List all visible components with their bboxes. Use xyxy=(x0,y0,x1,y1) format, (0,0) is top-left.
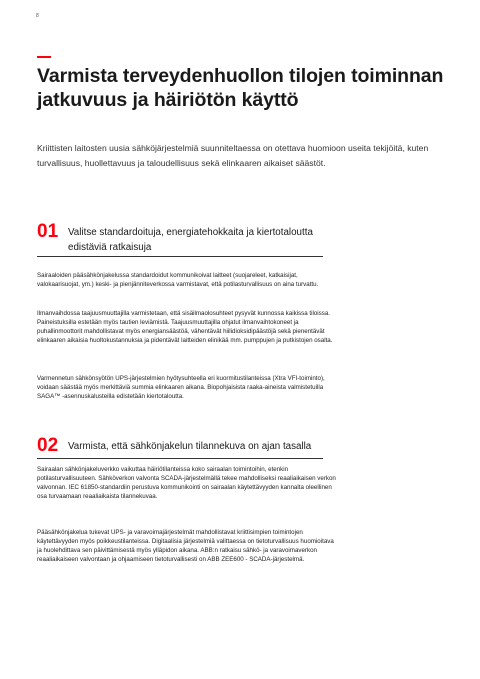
section-divider xyxy=(37,256,323,257)
intro-paragraph: Kriittisten laitosten uusia sähköjärjestelmiä suunniteltaessa on otettava huomioon useita tekijöitä, kuten turvallisuus, huollettavuus ja taloudellisuus sekä elinkaaren aikaiset säästöt. xyxy=(37,143,429,168)
section-heading: Valitse standardoituja, energiatehokkaita ja kiertotaloutta edistäviä ratkaisuja xyxy=(68,227,313,253)
section-divider xyxy=(37,458,323,459)
section-number: 01 xyxy=(37,221,59,242)
accent-bar xyxy=(37,56,51,58)
section-02-paragraph-2: Pääsähkönjakelua tukevat UPS- ja varavoimajärjestelmät mahdollistavat kriittisimpien toimintojen käytettävyyden myös poikkeustilanteissa. Digitaalisia järjestelmiä valittaessa on tietoturvallisuus huomioitava ja huolehdittava sen päivittämisestä myös ylläpidon aikana. ABB:n ratkaisu sähkö- ja varavoimaverkon reaaliaikaiseen valvontaan ja ohjaamiseen tietoturvallisesti on ABB ZEE600 - SCADA-järjestelmä. xyxy=(37,529,334,563)
section-01-paragraph-1: Sairaaloiden pääsähkönjakelussa standardoidut kommunikoivat laitteet (suojareleet, katkaisijat, valokaarisuojat, ym.) keski- ja pienjänniteverkossa varmistavat, että potilasturvallisuus on aina turvattu. xyxy=(37,272,319,288)
page-number: 8 xyxy=(36,13,39,19)
section-heading: Varmista, että sähkönjakelun tilannekuva on ajan tasalla xyxy=(68,441,312,452)
page-title: Varmista terveydenhuollon tilojen toiminnan jatkuvuus ja häiriötön käyttö xyxy=(37,65,444,111)
section-number: 02 xyxy=(37,435,59,456)
section-02-header xyxy=(37,436,327,460)
section-01-header xyxy=(37,222,327,262)
section-01-paragraph-3: Varmennetun sähkönsyötön UPS-järjestelmien hyötysuhteella eri kuormitustilanteissa (Xtra VFI-toiminto), voidaan säästää myös merkittäviä summia elinkaaren aikana. Biopohjaisista raaka-aineista valmistetuilla SAGA™ -asennuskalusteilla edistetään kiertotaloutta. xyxy=(37,375,325,400)
section-02-paragraph-1: Sairaalan sähkönjakeluverkko vaikuttaa häiriötilanteissa koko sairaalan toimintoihin, etenkin potilasturvallisuuteen. Sähköverkon valvonta SCADA-järjestelmällä tekee mahdolliseksi reaaliaikaisen verkon valvonnan. IEC 61850-standardiin perustuva kommunikointi on sairaalan käytettävyyden kannalta oleellinen osa turvaamaan reaaliaikaista tilannekuvaa. xyxy=(37,466,336,500)
section-01-paragraph-2: Ilmanvaihdossa taajuusmuuttajilla varmistetaan, että sisäilmaolosuhteet pysyvät kunnossa kaikissa tiloissa. Paineistuksilla estetään myös tautien leviämistä. Taajuusmuuttajilla ohjatut ilmanvaihtokoneet ja puhallinmoottorit mahdollistavat myös energiansäästöä, vähentävät hiilidioksidipäästöjä sekä pienentävät elinkaaren aikaisia huoltokustannuksia ja pidentävät laitteiden elinikää mm. pumppujen ja putkistojen osalta. xyxy=(37,310,333,344)
